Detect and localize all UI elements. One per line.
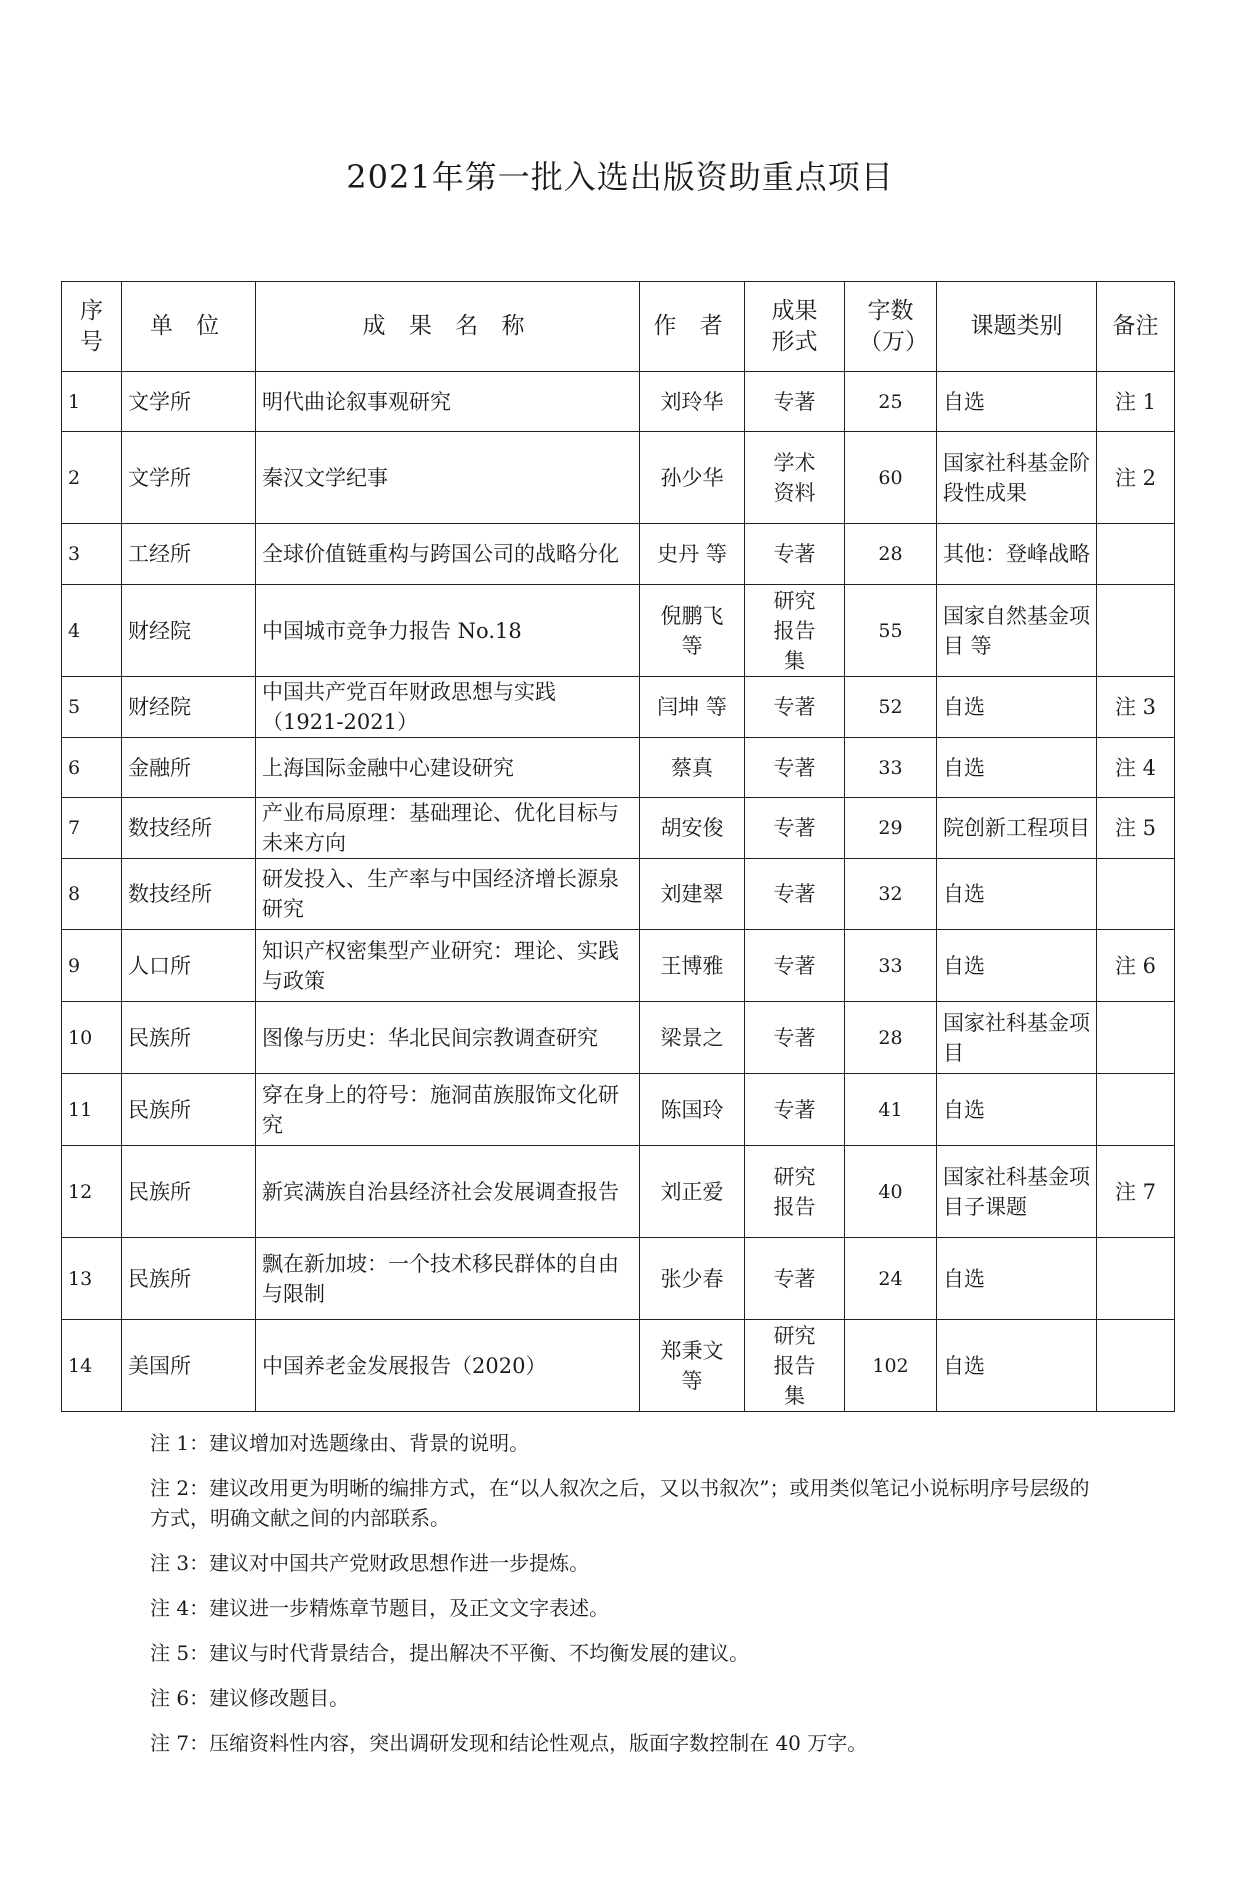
cell-category: 国家社科基金项目子课题	[937, 1146, 1097, 1238]
cell-unit: 文学所	[122, 432, 256, 524]
note-7: 注 7：压缩资料性内容，突出调研发现和结论性观点，版面字数控制在 40 万字。	[150, 1731, 868, 1755]
cell-unit: 财经院	[122, 677, 256, 738]
cell-name: 穿在身上的符号：施洞苗族服饰文化研究	[256, 1074, 640, 1146]
cell-note	[1097, 585, 1175, 677]
table-row	[62, 677, 1175, 738]
cell-note: 注 2	[1097, 432, 1175, 524]
note-1: 注 1：建议增加对选题缘由、背景的说明。	[150, 1431, 530, 1455]
cell-author: 刘建翠	[640, 859, 745, 930]
note-5: 注 5：建议与时代背景结合，提出解决不平衡、不均衡发展的建议。	[150, 1641, 750, 1665]
cell-no: 8	[62, 859, 122, 930]
cell-form: 研究报告集	[745, 1320, 845, 1412]
cell-name: 知识产权密集型产业研究：理论、实践与政策	[256, 930, 640, 1002]
header-unit: 单 位	[122, 282, 256, 372]
cell-no: 10	[62, 1002, 122, 1074]
cell-author: 胡安俊	[640, 798, 745, 859]
table-row	[62, 585, 1175, 677]
cell-no: 5	[62, 677, 122, 738]
cell-author: 孙少华	[640, 432, 745, 524]
cell-category: 自选	[937, 859, 1097, 930]
table-header-row	[62, 282, 1175, 372]
table-row	[62, 798, 1175, 859]
table-row	[62, 1074, 1175, 1146]
cell-words: 28	[845, 1002, 937, 1074]
cell-words: 55	[845, 585, 937, 677]
cell-no: 4	[62, 585, 122, 677]
table-row	[62, 1146, 1175, 1238]
cell-category: 自选	[937, 1320, 1097, 1412]
header-note: 备注	[1097, 282, 1175, 372]
cell-category: 自选	[937, 1238, 1097, 1320]
cell-no: 14	[62, 1320, 122, 1412]
cell-note	[1097, 859, 1175, 930]
header-category: 课题类别	[937, 282, 1097, 372]
cell-words: 41	[845, 1074, 937, 1146]
cell-category: 其他：登峰战略	[937, 524, 1097, 585]
note-3: 注 3：建议对中国共产党财政思想作进一步提炼。	[150, 1551, 590, 1575]
cell-author: 郑秉文等	[640, 1320, 745, 1412]
cell-words: 28	[845, 524, 937, 585]
cell-no: 7	[62, 798, 122, 859]
cell-words: 32	[845, 859, 937, 930]
table-row	[62, 1002, 1175, 1074]
cell-no: 9	[62, 930, 122, 1002]
cell-author: 王博雅	[640, 930, 745, 1002]
table-row	[62, 1238, 1175, 1320]
header-no: 序号	[62, 282, 122, 372]
cell-note: 注 1	[1097, 372, 1175, 432]
projects-table	[61, 281, 1175, 1412]
cell-author: 刘正爱	[640, 1146, 745, 1238]
cell-note	[1097, 1074, 1175, 1146]
cell-words: 33	[845, 930, 937, 1002]
cell-unit: 民族所	[122, 1238, 256, 1320]
cell-author: 倪鹏飞等	[640, 585, 745, 677]
cell-name: 产业布局原理：基础理论、优化目标与未来方向	[256, 798, 640, 859]
cell-note	[1097, 1002, 1175, 1074]
cell-form: 专著	[745, 1074, 845, 1146]
cell-form: 专著	[745, 798, 845, 859]
cell-words: 25	[845, 372, 937, 432]
cell-name: 研发投入、生产率与中国经济增长源泉研究	[256, 859, 640, 930]
cell-note: 注 7	[1097, 1146, 1175, 1238]
cell-no: 1	[62, 372, 122, 432]
cell-name: 图像与历史：华北民间宗教调查研究	[256, 1002, 640, 1074]
cell-no: 13	[62, 1238, 122, 1320]
cell-unit: 数技经所	[122, 859, 256, 930]
cell-unit: 民族所	[122, 1074, 256, 1146]
cell-form: 专著	[745, 1238, 845, 1320]
cell-note: 注 4	[1097, 738, 1175, 798]
cell-name: 飘在新加坡：一个技术移民群体的自由与限制	[256, 1238, 640, 1320]
notes-section	[150, 1428, 1100, 1773]
cell-name: 中国城市竞争力报告 No.18	[256, 585, 640, 677]
cell-no: 3	[62, 524, 122, 585]
cell-name: 中国养老金发展报告（2020）	[256, 1320, 640, 1412]
cell-name: 上海国际金融中心建设研究	[256, 738, 640, 798]
cell-form: 专著	[745, 930, 845, 1002]
cell-author: 史丹 等	[640, 524, 745, 585]
cell-words: 33	[845, 738, 937, 798]
cell-category: 自选	[937, 738, 1097, 798]
cell-unit: 文学所	[122, 372, 256, 432]
cell-category: 国家社科基金阶段性成果	[937, 432, 1097, 524]
cell-form: 研究报告集	[745, 585, 845, 677]
cell-unit: 民族所	[122, 1002, 256, 1074]
table-row	[62, 859, 1175, 930]
cell-category: 自选	[937, 930, 1097, 1002]
cell-note	[1097, 1238, 1175, 1320]
cell-words: 29	[845, 798, 937, 859]
table-row	[62, 372, 1175, 432]
cell-name: 中国共产党百年财政思想与实践（1921-2021）	[256, 677, 640, 738]
cell-words: 102	[845, 1320, 937, 1412]
cell-no: 12	[62, 1146, 122, 1238]
cell-author: 张少春	[640, 1238, 745, 1320]
cell-unit: 人口所	[122, 930, 256, 1002]
cell-words: 60	[845, 432, 937, 524]
cell-name: 全球价值链重构与跨国公司的战略分化	[256, 524, 640, 585]
cell-form: 专著	[745, 738, 845, 798]
cell-words: 52	[845, 677, 937, 738]
cell-name: 新宾满族自治县经济社会发展调查报告	[256, 1146, 640, 1238]
table-row	[62, 930, 1175, 1002]
cell-category: 国家自然基金项目 等	[937, 585, 1097, 677]
cell-words: 40	[845, 1146, 937, 1238]
cell-unit: 工经所	[122, 524, 256, 585]
cell-unit: 美国所	[122, 1320, 256, 1412]
cell-unit: 民族所	[122, 1146, 256, 1238]
table-row	[62, 524, 1175, 585]
cell-form: 专著	[745, 1002, 845, 1074]
cell-unit: 数技经所	[122, 798, 256, 859]
header-form: 成果形式	[745, 282, 845, 372]
cell-note: 注 5	[1097, 798, 1175, 859]
cell-note	[1097, 524, 1175, 585]
cell-author: 梁景之	[640, 1002, 745, 1074]
cell-name: 明代曲论叙事观研究	[256, 372, 640, 432]
cell-author: 蔡真	[640, 738, 745, 798]
cell-category: 自选	[937, 372, 1097, 432]
cell-unit: 财经院	[122, 585, 256, 677]
cell-form: 专著	[745, 372, 845, 432]
cell-no: 2	[62, 432, 122, 524]
cell-note: 注 3	[1097, 677, 1175, 738]
cell-author: 刘玲华	[640, 372, 745, 432]
table-row	[62, 432, 1175, 524]
header-words: 字数（万）	[845, 282, 937, 372]
cell-note	[1097, 1320, 1175, 1412]
cell-note: 注 6	[1097, 930, 1175, 1002]
page-title: 2021年第一批入选出版资助重点项目	[346, 158, 894, 196]
cell-unit: 金融所	[122, 738, 256, 798]
header-name: 成 果 名 称	[256, 282, 640, 372]
table-row	[62, 738, 1175, 798]
cell-form: 学术资料	[745, 432, 845, 524]
cell-words: 24	[845, 1238, 937, 1320]
cell-form: 专著	[745, 677, 845, 738]
note-4: 注 4：建议进一步精炼章节题目，及正文文字表述。	[150, 1596, 610, 1620]
cell-no: 11	[62, 1074, 122, 1146]
cell-no: 6	[62, 738, 122, 798]
cell-name: 秦汉文学纪事	[256, 432, 640, 524]
cell-form: 专著	[745, 859, 845, 930]
cell-category: 国家社科基金项目	[937, 1002, 1097, 1074]
note-6: 注 6：建议修改题目。	[150, 1686, 350, 1710]
cell-author: 闫坤 等	[640, 677, 745, 738]
header-author: 作 者	[640, 282, 745, 372]
table-row	[62, 1320, 1175, 1412]
cell-category: 院创新工程项目	[937, 798, 1097, 859]
cell-form: 专著	[745, 524, 845, 585]
cell-form: 研究报告	[745, 1146, 845, 1238]
cell-category: 自选	[937, 677, 1097, 738]
note-2: 注 2：建议改用更为明晰的编排方式，在“以人叙次之后，又以书叙次”；或用类似笔记小说标明序号层级的方式，明确文献之间的内部联系。	[150, 1476, 1090, 1530]
cell-author: 陈国玲	[640, 1074, 745, 1146]
cell-category: 自选	[937, 1074, 1097, 1146]
